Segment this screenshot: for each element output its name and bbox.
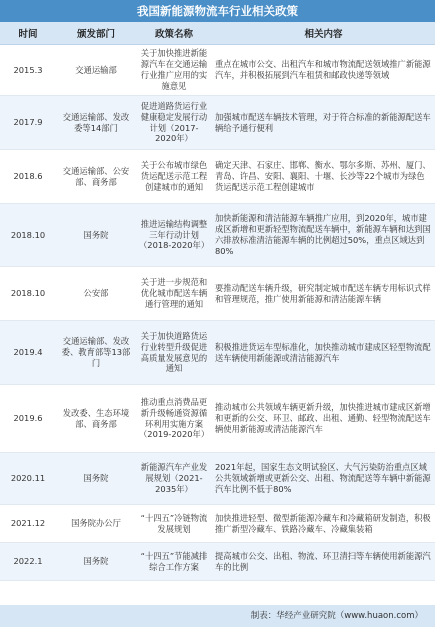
cell-policy-name: 关于加快推进新能源汽车在交通运输行业推广应用的实施意见 [136, 45, 212, 96]
policy-table [0, 22, 435, 581]
table-row [0, 453, 435, 505]
cell-time: 2022.1 [0, 543, 56, 581]
table-row [0, 321, 435, 385]
header-time: 时间 [0, 22, 56, 45]
table-row [0, 150, 435, 204]
cell-time: 2018.6 [0, 150, 56, 204]
cell-policy-name: 关于进一步规范和优化城市配送车辆通行管理的通知 [136, 267, 212, 321]
source-note: 制表：华经产业研究院（www.huaon.com） [0, 605, 435, 627]
cell-time: 2018.10 [0, 267, 56, 321]
cell-dept: 发改委、生态环境部、商务部 [56, 385, 136, 453]
cell-time: 2020.11 [0, 453, 56, 505]
cell-dept: 国务院 [56, 204, 136, 267]
header-dept: 颁发部门 [56, 22, 136, 45]
cell-content: 2021年起，国家生态文明试验区、大气污染防治重点区域公共领域新增或更新公交、出租、物流配送等车辆中新能源汽车比例不低于80% [212, 453, 435, 505]
page-title: 我国新能源物流车行业相关政策 [0, 0, 435, 22]
cell-policy-name: 推动重点消费品更新升级畅通资源循环利用实施方案（2019-2020年） [136, 385, 212, 453]
cell-content: 加快推进轻型、微型新能源冷藏车和冷藏箱研发制造，积极推广新型冷藏车、铁路冷藏车、冷藏集装箱 [212, 505, 435, 543]
cell-policy-name: “十四五”冷链物流发展规划 [136, 505, 212, 543]
cell-content: 加强城市配送车辆技术管理，对于符合标准的新能源配送车辆给予通行便利 [212, 96, 435, 150]
cell-dept: 国务院 [56, 453, 136, 505]
cell-content: 加快新能源和清洁能源车辆推广应用，到2020年，城市建成区新增和更新轻型物流配送车辆中，新能源车辆和达到国六排放标准清洁能源车辆的比例超过50%，重点区域达到80% [212, 204, 435, 267]
cell-dept: 交通运输部 [56, 45, 136, 96]
table-row [0, 45, 435, 96]
header-content: 相关内容 [212, 22, 435, 45]
cell-content: 推动城市公共领域车辆更新升级，加快推进城市建成区新增和更新的公交、环卫、邮政、出租、通勤、轻型物流配送车辆使用新能源或清洁能源汽车 [212, 385, 435, 453]
header-policy-name: 政策名称 [136, 22, 212, 45]
table-row [0, 543, 435, 581]
cell-content: 确定天津、石家庄、邯郸、衡水、鄂尔多斯、苏州、厦门、青岛、许昌、安阳、襄阳、十堰、长沙等22个城市为绿色货运配送示范工程创建城市 [212, 150, 435, 204]
cell-dept: 交通运输部、发改委等14部门 [56, 96, 136, 150]
table-row [0, 96, 435, 150]
cell-time: 2018.10 [0, 204, 56, 267]
cell-content: 要推动配送车辆升级，研究制定城市配送车辆专用标识式样和管理规范，推广使用新能源和清洁能源车辆 [212, 267, 435, 321]
table-row [0, 204, 435, 267]
cell-policy-name: 推进运输结构调整三年行动计划（2018-2020年） [136, 204, 212, 267]
cell-dept: 国务院 [56, 543, 136, 581]
cell-time: 2015.3 [0, 45, 56, 96]
cell-policy-name: 新能源汽车产业发展规划（2021-2035年） [136, 453, 212, 505]
cell-content: 积极推进货运车型标准化，加快推动城市建成区轻型物流配送车辆使用新能源或清洁能源汽车 [212, 321, 435, 385]
cell-dept: 交通运输部、发改委、教育部等13部门 [56, 321, 136, 385]
cell-policy-name: 促进道路货运行业健康稳定发展行动计划（2017-2020年） [136, 96, 212, 150]
cell-dept: 公安部 [56, 267, 136, 321]
table-row [0, 505, 435, 543]
cell-time: 2019.4 [0, 321, 56, 385]
table-row [0, 267, 435, 321]
cell-dept: 国务院办公厅 [56, 505, 136, 543]
table-header-row [0, 22, 435, 45]
cell-policy-name: 关于公布城市绿色货运配送示范工程创建城市的通知 [136, 150, 212, 204]
cell-policy-name: 关于加快道路货运行业转型升级促进高质量发展意见的通知 [136, 321, 212, 385]
cell-content: 提高城市公交、出租、物流、环卫清扫等车辆使用新能源汽车的比例 [212, 543, 435, 581]
table-row [0, 385, 435, 453]
cell-content: 重点在城市公交、出租汽车和城市物流配送领域推广新能源汽车，并积极拓展到汽车租赁和邮政快递等领域 [212, 45, 435, 96]
cell-time: 2019.6 [0, 385, 56, 453]
cell-time: 2021.12 [0, 505, 56, 543]
cell-dept: 交通运输部、公安部、商务部 [56, 150, 136, 204]
cell-time: 2017.9 [0, 96, 56, 150]
cell-policy-name: “十四五”节能减排综合工作方案 [136, 543, 212, 581]
